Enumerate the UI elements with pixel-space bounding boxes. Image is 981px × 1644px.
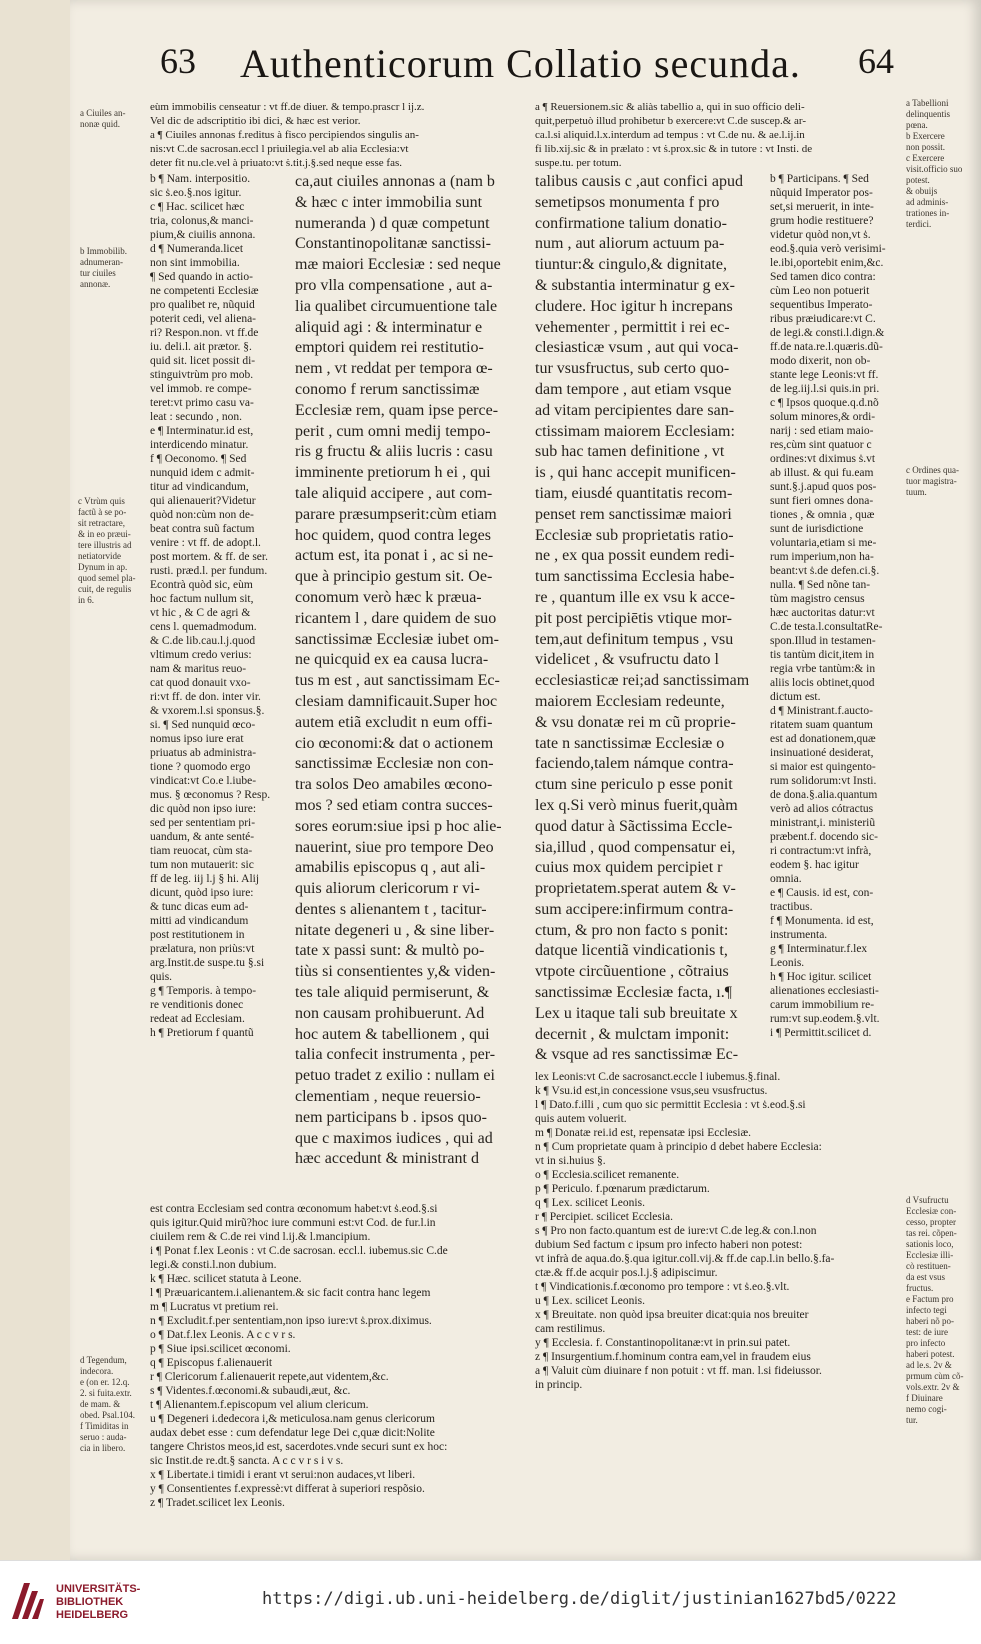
margin-note: b Immobilib. adnumeran- tur ciuiles annonæ. — [80, 246, 127, 289]
margin-note: c Ordines qua- tuor magistra- tuum. — [906, 465, 959, 497]
margin-note: d Tegendum, indecora. e (on er. 12.q. 2. si fuita.extr. de mam. & obed. Psal.104. f Timiditas in seruo : auda- cia in libero. — [80, 1355, 135, 1453]
viewer-footer — [0, 1560, 981, 1644]
left-main-text: ca,aut ciuiles annonas a (nam b & hæc c inter immobilia sunt numeranda ) d quæ competunt Constantinopolitanæ sanctissi- mæ maiori Ecclesiæ : sed neque pro vlla compensatione , aut a- lia qualibet circumuentione tale aliquid agi : & interminatur e emptori quidem rei restitutio- nem , vt reddat per tempora œ- conomo f rerum sanctissimæ Ecclesiæ rem, quam ipse perce- perit , cum omni medij tempo- ris g fructu & aliis lucris : casu imminente pretiorum h ei , qui tale aliquid accipere , aut com- parare præsumpserit:cùm etiam hoc quidem, quod contra leges actum est, ita ponat i , ac si ne- que à principio gestum sit. Oe- conomum verò hæc k præua- ricantem l , dare quidem de suo sanctissimæ Ecclesiæ iubet om- ne quicquid ex ea causa lucra- tus m est , aut sanctissimam Ec- clesiam damnificauit.Super hoc autem etiã excludit n eum offi- cio œconomi:& dat o actionem sanctissimæ Ecclesiæ non con- tra solos Deo amabiles œcono- mos ? sed etiam contra succes- sores eorum:siue ipsi p hoc alie- nauerint, siue pro tempore Deo amabilis episcopus q , aut ali- quis aliorum clericorum r vi- dentes s alienantem t , tacitur- nitate degeneri u , & sine liber- tate x passi sunt: & multò po- tiùs si consentientes y,& viden- tes tale aliquid permiserunt, & non causam prohibuerunt. Ad hoc autem & tabellionem , qui talia confecit instrumenta , per- petuo tradet z exilio : nullam ei clementiam , neque reuersio- nem participans b . ipsos quo- que c maximos iudices , qui ad hæc accedunt & ministrant d — [295, 173, 502, 1168]
right-top-gloss: a ¶ Reuersionem.sic & aliàs tabellio a, qui in suo officio deli- quit,perpetuò illud prohibetur b exercere:vt C.de suscep.& ar- ca.l.si aliquid.l.x.interdum ad tempus : vt C.de nu. & ae.l.ij.in fi lib.xij.sic & in prælato : vt ṡ.prox.sic & in tutore : vt Insti. de suspe.tu. per totum. — [535, 101, 813, 169]
left-bottom-notes: est contra Ecclesiam sed contra œconomum habet:vt ṡ.eod.§.si quis igitur.Quid mirũ?hoc iure communi est:vt Cod. de fur.l.in ciuilem rem & C.de rei vind l.ij.& l.mancipium. i ¶ Ponat f.lex Leonis : vt C.de sacrosan. eccl.l. iubemus.sic C.de legi.& consti.l.non dubium. k ¶ Hæc. scilicet statuta à Leone. l ¶ Præuaricantem.i.alienantem.& sic facit contra hanc legem m ¶ Lucratus vt pretium rei. n ¶ Excludit.f.per sententiam,non ipso iure:vt ṡ.prox.diximus. o ¶ Dat.f.lex Leonis. A c c v r s. p ¶ Siue ipsi.scilicet œconomi. q ¶ Episcopus f.alienauerit r ¶ Clericorum f.alienauerit repete,aut videntem,&c. s ¶ Videntes.f.œconomi.& subaudi,æut, &c. t ¶ Alienantem.f.episcopum vel alium clericum. u ¶ Degeneri i.dedecora i,& meticulosa.nam genus clericorum audax debet esse : cum defendatur lege Dei c,quæ dicit:Nolite tangere Christos meos,id est, sacerdotes.vnde securi sunt ex hoc: sic Instit.de re.dt.§ sancta. A c c v r s i v s. x ¶ Libertate.i timidi i erant vt serui:non audaces,vt liberi. y ¶ Consentientes f.expressè:vt differat à superiori respõsio. z ¶ Tradet.scilicet lex Leonis. — [150, 1203, 448, 1509]
margin-note: a Tabellioni delinquentis pœna. b Exercere non possit. c Exercere visit.officio suo potest. & obuijs ad adminis- trationes in- terdici. — [906, 98, 963, 228]
margin-note: d Vsufructu Ecclesiæ con- cesso, propter tas rei. cõpen- sationis loco, Ecclesiæ illi- cò restituen- da est vsus fructus. e Factum pro infecto tegi haberi nõ po- test: de iure pro infecto haberi potest. ad le.s. 2v & prmum cùm cõ- vols.extr. 2v & f Diuinare nemo cogi- tur. — [906, 1195, 964, 1425]
margin-note: a Ciuiles an- nonæ quid. — [80, 108, 126, 129]
right-bottom-notes: lex Leonis:vt C.de sacrosanct.eccle l iubemus.§.final. k ¶ Vsu.id est,in concessione vsus,seu vsusfructus. l ¶ Dato.f.illi , cum quo sic permittit Ecclesia : vt ṡ.eod.§.si quis autem voluerit. m ¶ Donatæ rei.id est, repensatæ ipsi Ecclesiæ. n ¶ Cum proprietate quam à principio d debet habere Ecclesia: vt in si.huius §. o ¶ Ecclesia.scilicet remanente. p ¶ Periculo. f.pœnarum prædictarum. q ¶ Lex. scilicet Leonis. r ¶ Percipiet. scilicet Ecclesia. s ¶ Pro non facto.quantum est de iure:vt C.de leg.& con.l.non dubium Sed factum c ipsum pro infecto haberi non potest: vt infrà de aqua.do.§.qua igitur.coll.vij.& ff.de cap.l.in bello.§.fa- ctæ.& ff.de acquir pos.l.j.§ adipiscimur. t ¶ Vindicationis.f.œconomo pro tempore : vt ṡ.eo.§.vlt. u ¶ Lex. scilicet Leonis. x ¶ Breuitate. non quòd ipsa breuiter dicat:quia nos breuiter cam restilimus. y ¶ Ecclesia. f. Constantinopolitanæ:vt in prin.sui patet. z ¶ Insurgentium.f.hominum contra eam,vel in fraudem eius a ¶ Valuit cùm diuinare f non potuit : vt ff. man. l.si fideiussor. in princip. — [535, 1071, 835, 1391]
library-logo-icon — [10, 1579, 46, 1625]
page-number-right: 64 — [858, 41, 894, 81]
left-commentary-notes: b ¶ Nam. interpositio. sic ṡ.eo.§.nos igitur. c ¶ Hac. scilicet hæc tria, colonus,& manci- pium,& ciuilis annona. d ¶ Numeranda.licet non sint immobilia. ¶ Sed quando in actio- ne competenti Ecclesiæ pro qualibet re, nũquid poterit cedi, vel aliena- ri? Respon.non. vt ff.de iu. deli.l. ait prætor. §. quid sit. licet possit di- stinguivtrùm pro mob. vel immob. re compe- teret:vt primo casu va- leat : secundo , non. e ¶ Interminatur.id est, interdicendo minatur. f ¶ Oeconomo. ¶ Sed nunquid idem c admit- titur ad vindicandum, qui alienauerit?Videtur quòd non:cùm non de- beat contra suũ factum venire : vt ff. de adopt.l. post mortem. & ff. de ser. rusti. præd.l. per fundum. Econtrà quòd sic, eùm hoc factum nullum sit, vt hic , & C de agri & cens l. quemadmodum. & C.de lib.cau.l.j.quod vltimum credo verius: nam & maritus reuo- cat quod donauit vxo- ri:vt ff. de don. inter vir. & vxorem.l.si sponsus.§. si. ¶ Sed nunquid œco- nomus ipso iure erat priuatus ab administra- tione ? quomodo ergo vindicat:vt Co.e l.iube- mus. § œconomus ? Resp. dic quòd non ipso iure: sed per sententiam pri- uandum, & ante senté- tiam reuocat, cùm sta- tum non mutauerit: sic ff de leg. iij l.j § hi. Alij dicunt, quòd ipso iure: & tunc dicas eum ad- mitti ad vindicandum post restitutionem in prælatura, non priùs:vt arg.Instit.de suspe.tu §.si quis. g ¶ Temporis. à tempo- re venditionis donec redeat ad Ecclesiam. h ¶ Pretiorum f quantũ — [150, 173, 271, 1039]
permalink-url[interactable]: https://digi.ub.uni-heidelberg.de/diglit/justinian1627bd5/0222 — [262, 1589, 897, 1609]
library-name: UNIVERSITÄTS- BIBLIOTHEK HEIDELBERG — [56, 1583, 141, 1621]
left-top-gloss: eùm immobilis censeatur : vt ff.de diuer. & tempo.prascr l ij.z. Vel dic de adscriptitio ibi dici, & hæc est verior. a ¶ Ciuiles annonas f.reditus à fisco percipiendos singulis an- nis:vt C.de sacrosan.eccl l priuilegia.vel ab alia Ecclesia:vt deter fit nu.cle.vel à priuato:vt ṡ.tit.j.§.sed neque esse fas. — [150, 101, 425, 169]
page-title: Authenticorum Collatio secunda. — [240, 41, 801, 86]
margin-note: c Vtrùm quis factũ à se po- sit retractare, & in eo præui- tere illustris ad netiatorvide Dynum in ap. quod semel pla- cuit, de regulis in 6. — [78, 496, 136, 605]
right-commentary-notes: b ¶ Participans. ¶ Sed nũquid Imperator pos- set,si meruerit, in inte- grum hodie restituere? videtur quòd non,vt ṡ. eod.§.quia verò verisimi- le.ibi,oportebit enim,&c. Sed tamen dico contra: cùm Leo non potuerit sequentibus Imperato- ribus præiudicare:vt C. de legi.& consti.l.dign.& ff.de nata.re.l.quæris.dũ- modo dixerit, non ob- stante lege Leonis:vt ff. de leg.iij.l.si quis.in pri. c ¶ Ipsos quoque.q.d.nõ solum minores,& ordi- narij : sed etiam maio- res,cùm sint quatuor c ordines:vt diximus ṡ.vt ab illust. & qui fu.eam sunt.§.j.apud quos pos- sunt fieri omnes dona- tiones , & omnia , quæ sunt de iurisdictione voluntaria,etiam si me- rum imperium,non ha- beant:vt ṡ.de defen.ci.§. nulla. ¶ Sed nõne tan- tùm magistro census hæc auctoritas datur:vt C.de testa.l.consultatRe- spon.Illud in testamen- tis tantùm dicit,item in regia vrbe tantùm:& in aliis locis obtinet,quod dictum est. d ¶ Ministrant.f.aucto- ritatem suam quantum est ad donationem,quæ insinuationé desiderat, si maior est quingento- rum solidorum:vt Insti. de dona.§.alia.quantum verò ad alios cótractus ministrant,i. ministeriũ præbent.f. docendo sic- ri contractum:vt infrà, eodem §. hac igitur omnia. e ¶ Causis. id est, con- tractibus. f ¶ Monumenta. id est, instrumenta. g ¶ Interminatur.f.lex Leonis. h ¶ Hoc igitur. scilicet alienationes ecclesiasti- carum immobilium re- rum:vt sup.eodem.§.vlt. i ¶ Permittit.scilicet d. — [770, 173, 886, 1039]
right-main-text: talibus causis c ,aut confici apud semetipsos monumenta f pro confirmatione talium donatio- num , aut aliorum actuum pa- tiuntur:& cingulo,& dignitate, & substantia interminatur g ex- cludere. Hoc igitur h increpans vehementer , permittit i rei ec- clesiasticæ vsum , aut qui voca- tur vsusfructus, sub certo quo- dam tempore , aut etiam vsque ad vitam percipientes dare san- ctissimam maiorem Ecclesiam: sub hac tamen definitione , vt is , qui hanc accepit munificen- tiam, eiusdé quantitatis recom- penset rem sanctissimæ maiori Ecclesiæ sub proprietatis ratio- ne , ex qua possit eundem redi- tum sanctissima Ecclesia habe- re , quantum ille ex vsu k acce- pit post percipiētis vtique mor- tem,aut definitum tempus , vsu videlicet , & vsufructu dato l ecclesiasticæ rei;ad sanctissimam maiorem Ecclesiam redeunte, & vsu donatæ rei m cũ proprie- tate n sanctissimæ Ecclesiæ o faciendo,talem námque contra- ctum sine periculo p esse ponit lex q.Si verò minus fuerit,quàm quod datur à Sãctissima Eccle- sia,illud , quod compensatur ei, cuius mox quidem percipiet r proprietatem.sperat autem & v- sum accipere:infirmum contra- ctum, & pro non facto s ponit: datque licentiã vindicationis t, vtpote circũuentione , cõtraius sanctissimæ Ecclesiæ facta, ı.¶ Lex u itaque tali sub breuitate x decernit , & mulctam imponit: & vsque ad res sanctissimæ Ec- — [535, 173, 750, 1064]
page-number-left: 63 — [160, 41, 196, 81]
